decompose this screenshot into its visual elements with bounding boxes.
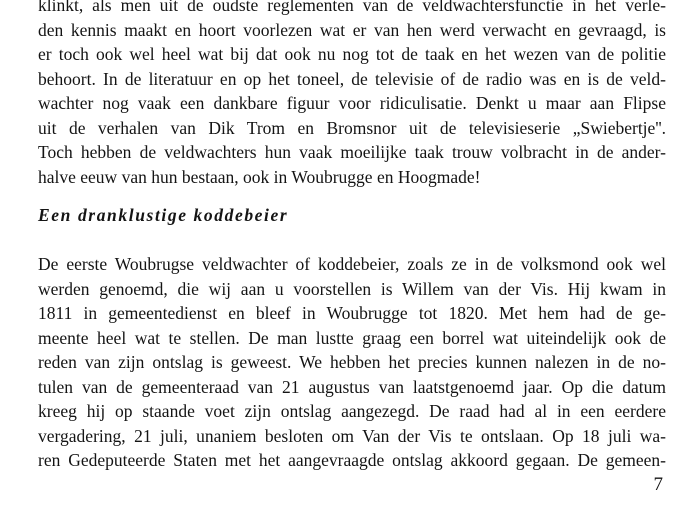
paragraph-koddebeier <box>38 252 666 473</box>
text-line: klinkt, als men uit de oudste reglementen van de veldwachtersfunctie in het verle- <box>38 0 666 15</box>
text-line: tulen van de gemeenteraad van 21 augustus van laatstgenoemd jaar. Op die datum <box>38 376 666 397</box>
text-line: er toch ook wel heel wat bij dat ook nu nog tot de taak en het wezen van de politie <box>38 44 666 64</box>
text-line: behoort. In de literatuur en op het toneel, de televisie of de radio was en is de veld- <box>38 68 666 89</box>
section-heading: Een dranklustige koddebeier <box>38 205 289 225</box>
text-line: uit de verhalen van Dik Trom en Bromsnor uit de televisieserie „Swiebertje''. <box>38 117 666 138</box>
text-line: wachter nog vaak een dankbare figuur voor ridiculisatie. Denkt u maar aan Flipse <box>38 93 666 113</box>
text-line: 1811 in gemeentedienst en bleef in Woubrugge tot 1820. Met hem had de ge- <box>38 303 666 323</box>
text-line: den kennis maakt en hoort voorlezen wat er van hen werd verwacht en gevraagd, is <box>38 19 666 40</box>
page-number: 7 <box>653 474 663 495</box>
text-line: reden van zijn ontslag is geweest. We hebben het precies kunnen nalezen in de no- <box>38 352 666 372</box>
text-line: halve eeuw van hun bestaan, ook in Woubrugge en Hoogmade! <box>38 166 481 187</box>
text-line: werden genoemd, die wij aan u voorstellen is Willem van der Vis. Hij kwam in <box>38 278 666 299</box>
paragraph-intro <box>38 0 666 189</box>
text-line: vergadering, 21 juli, unaniem besloten om Van der Vis te ontslaan. Op 18 juli wa- <box>38 425 666 446</box>
text-line: meente heel wat te stellen. De man lustte graag een borrel wat uiteindelijk ook de <box>38 327 666 348</box>
text-line: De eerste Woubrugse veldwachter of koddebeier, zoals ze in de volksmond ook wel <box>38 254 666 274</box>
text-line: Toch hebben de veldwachters hun vaak moeilijke taak trouw volbracht in de ander- <box>38 142 666 162</box>
text-line: kreeg hij op staande voet zijn ontslag aangezegd. De raad had al in een eerdere <box>38 401 666 421</box>
text-line: ren Gedeputeerde Staten met het aangevraagde ontslag akkoord gegaan. De gemeen- <box>38 450 666 470</box>
